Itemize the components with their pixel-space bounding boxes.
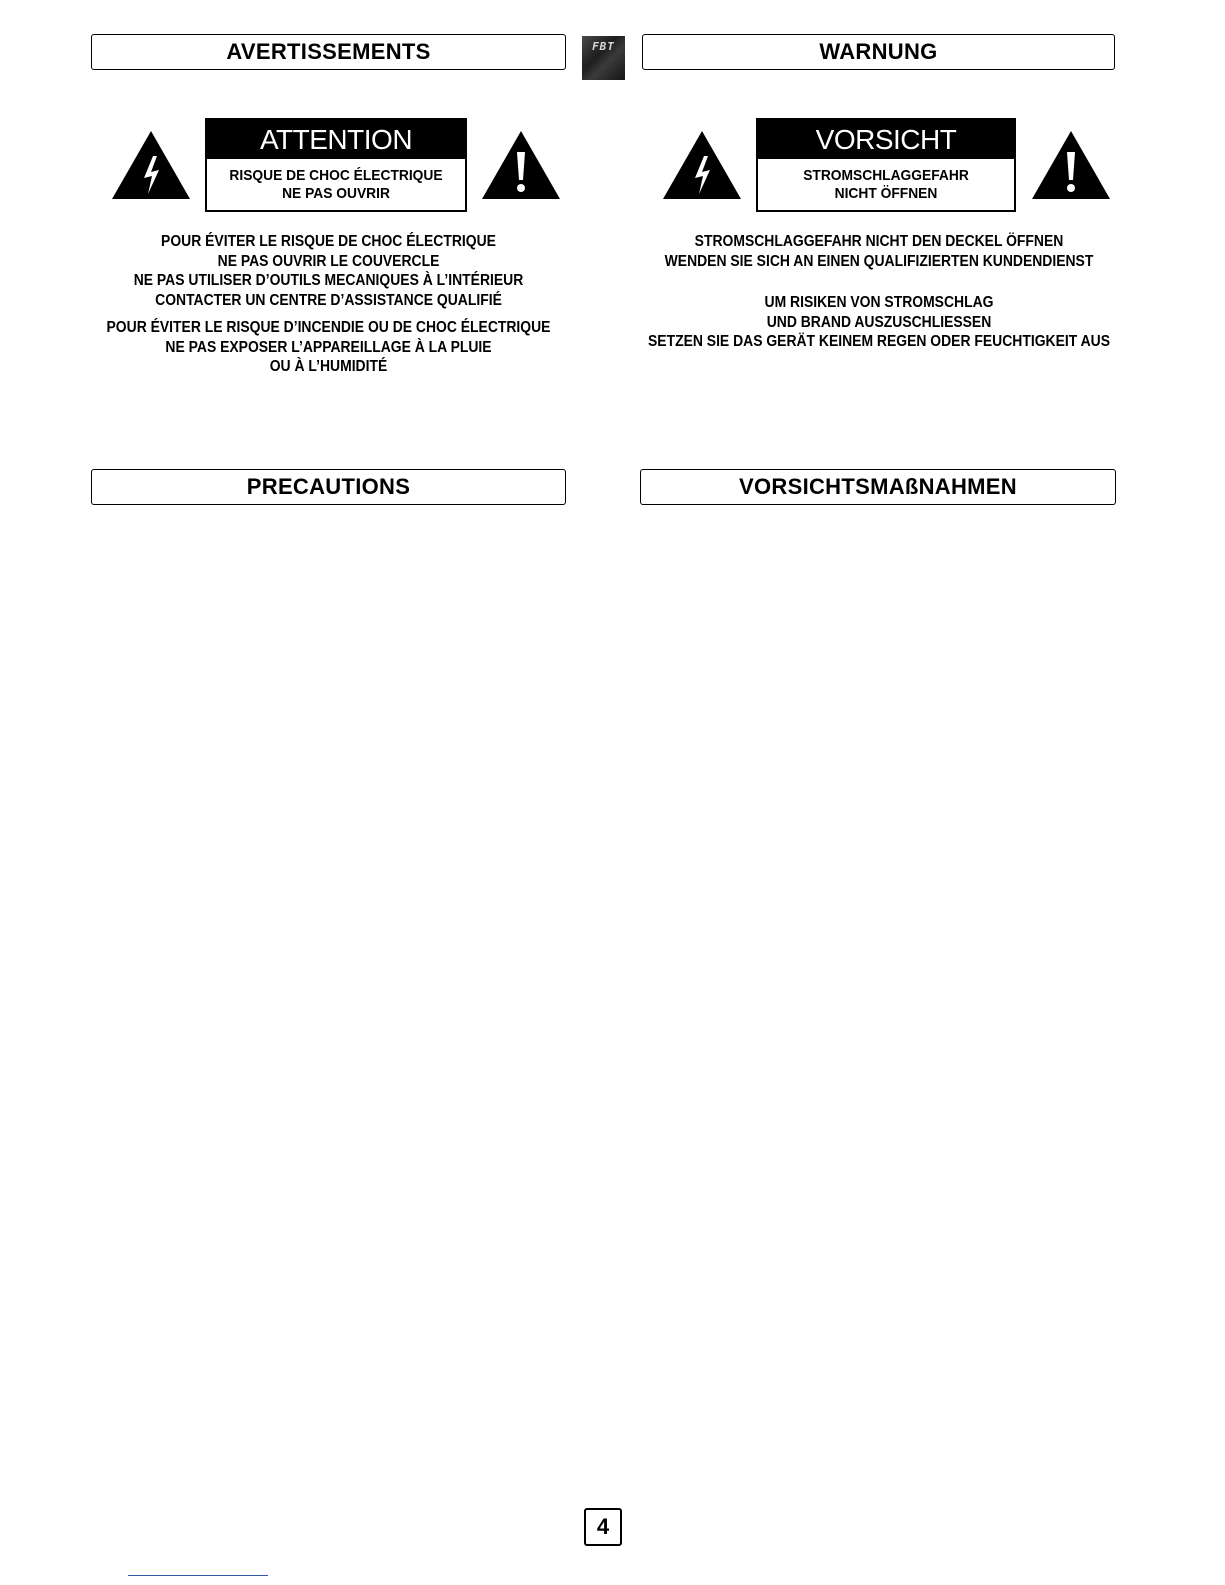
- attention-label-line1: RISQUE DE CHOC ÉLECTRIQUE: [229, 167, 443, 184]
- text-line: POUR ÉVITER LE RISQUE D’INCENDIE OU DE CHOC ÉLECTRIQUE: [106, 319, 551, 336]
- header-vorsichtsmassnahmen: VORSICHTSMAßNAHMEN: [640, 469, 1116, 505]
- de-warning-text-1: [604, 232, 1154, 271]
- electric-shock-warning-icon: [662, 130, 742, 200]
- fr-warning-text-2: [41, 318, 616, 377]
- attention-label: [205, 118, 467, 212]
- electric-shock-warning-icon: [111, 130, 191, 200]
- vorsicht-label-line1: STROMSCHLAGGEFAHR: [803, 167, 969, 184]
- fr-warning-text-1: [61, 232, 596, 310]
- text-line: UND BRAND AUSZUSCHLIESSEN: [766, 313, 992, 331]
- page-number: 4: [584, 1508, 622, 1546]
- attention-label-text: [217, 159, 454, 203]
- attention-label-title: ATTENTION: [207, 120, 465, 159]
- text-line: WENDEN SIE SICH AN EINEN QUALIFIZIERTEN KUNDENDIENST: [664, 252, 1094, 270]
- attention-label-line2: NE PAS OUVRIR: [282, 185, 390, 202]
- vorsicht-label-text: [768, 159, 1004, 203]
- footer-line: [128, 1575, 268, 1576]
- text-line: NE PAS EXPOSER L’APPAREILLAGE À LA PLUIE: [165, 338, 492, 356]
- vorsicht-label-line2: NICHT ÖFFNEN: [834, 185, 938, 202]
- brand-logo-text: FBT: [592, 40, 615, 53]
- text-line: SETZEN SIE DAS GERÄT KEINEM REGEN ODER FEUCHTIGKEIT AUS: [648, 333, 1110, 350]
- text-line: STROMSCHLAGGEFAHR NICHT DEN DECKEL ÖFFNEN: [694, 233, 1064, 250]
- vorsicht-label-title: VORSICHT: [758, 120, 1014, 159]
- exclamation-warning-icon: [1031, 130, 1111, 200]
- de-warning-text-2: [584, 293, 1174, 352]
- vorsicht-label: [756, 118, 1016, 212]
- text-line: NE PAS UTILISER D’OUTILS MECANIQUES À L’INTÉRIEUR: [133, 272, 524, 289]
- text-line: CONTACTER UN CENTRE D’ASSISTANCE QUALIFIÉ: [155, 291, 502, 309]
- text-line: OU À L’HUMIDITÉ: [269, 358, 388, 375]
- brand-logo: [582, 36, 625, 80]
- text-line: UM RISIKEN VON STROMSCHLAG: [764, 294, 994, 311]
- header-avertissements: AVERTISSEMENTS: [91, 34, 566, 70]
- text-line: POUR ÉVITER LE RISQUE DE CHOC ÉLECTRIQUE: [161, 233, 496, 250]
- header-precautions: PRECAUTIONS: [91, 469, 566, 505]
- header-warnung: WARNUNG: [642, 34, 1115, 70]
- text-line: NE PAS OUVRIR LE COUVERCLE: [217, 252, 440, 270]
- exclamation-warning-icon: [481, 130, 561, 200]
